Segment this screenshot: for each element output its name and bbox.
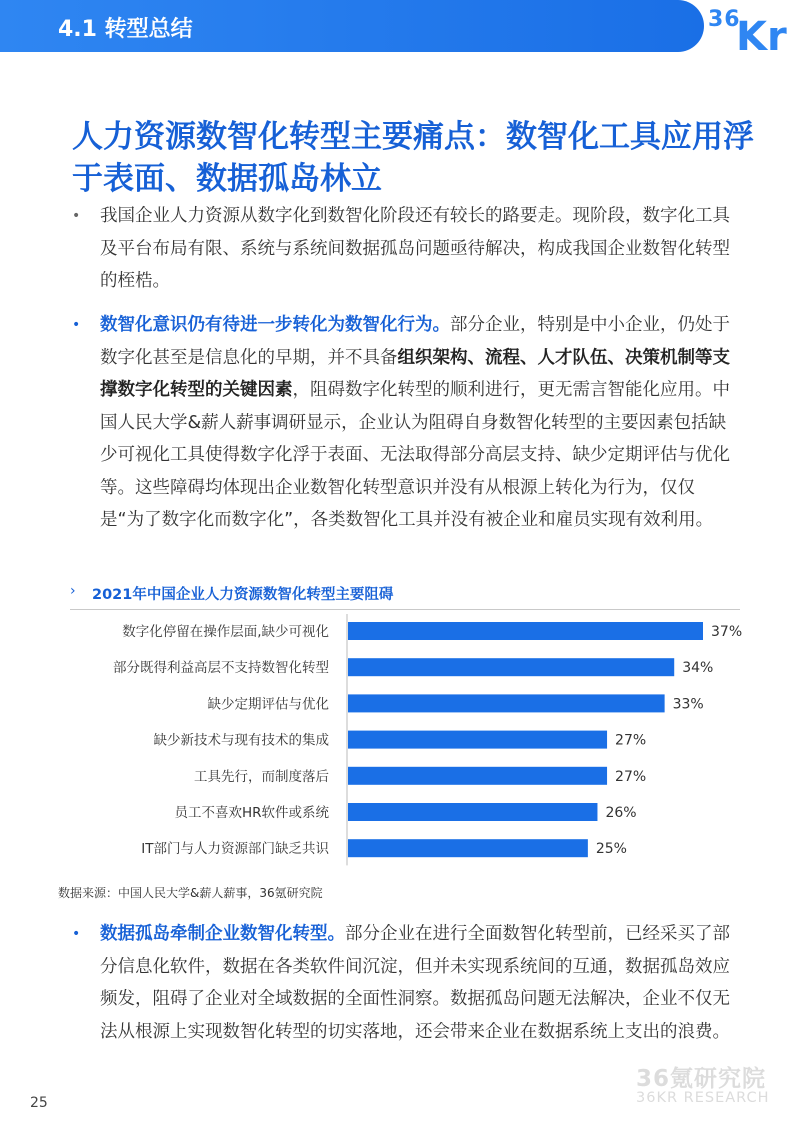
svg-text:Kr: Kr (736, 14, 787, 52)
page-number: 25 (30, 1095, 48, 1111)
value-label: 33% (672, 696, 704, 713)
bullet-lead: 数智化意识仍有待进一步转化为数智化行为。 (100, 315, 450, 335)
value-label: 25% (595, 841, 627, 858)
watermark-subtitle: 36KR RESEARCH (636, 1090, 770, 1106)
bar (348, 622, 703, 640)
bar (348, 767, 607, 785)
bar (348, 803, 597, 821)
bar (348, 694, 665, 712)
bullet-emphasis: 组织架构、流程、人才队伍、决策机制等支撑数字化转型的关键因素 (100, 347, 730, 400)
category-label: 缺少新技术与现有技术的集成 (153, 732, 329, 749)
bullet-text (100, 309, 732, 537)
bar (348, 839, 588, 857)
chevron-right-icon: › (70, 583, 76, 599)
value-label: 26% (605, 805, 637, 821)
category-label: 缺少定期评估与优化 (207, 696, 329, 713)
bar (348, 658, 674, 676)
bullet-body: 部分企业，特别是中小企业，仍处于数字化甚至是信息化的早期，并不具备 (100, 315, 730, 368)
category-label: 员工不喜欢HR软件或系统 (174, 805, 329, 821)
bar (348, 731, 607, 749)
value-label: 27% (615, 732, 647, 749)
bullet-lead: 数据孤岛牵制企业数智化转型。 (100, 924, 345, 944)
category-label: 部分既得利益高层不支持数智化转型 (113, 660, 329, 677)
value-label: 27% (615, 768, 647, 785)
bullet-paragraph-2 (72, 309, 732, 537)
bullet-body: ，阻碍数字化转型的顺利进行，更无需言智能化应用。中国人民大学&薪人薪事调研显示，企业认为阻碍自身数智化转型的主要因素包括缺少可视化工具使得数字化浮于表面、无法取得部分高层支持、缺少定期评估与优化等。这些障碍均体现出企业数智化转型意识并没有从根源上转化为行为，仅仅是“为了数字化而数字化”，各类数智化工具并没有被企业和雇员实现有效利用。 (100, 380, 730, 530)
chart-title: 2021年中国企业人力资源数智化转型主要阻碍 (92, 587, 394, 603)
value-label: 34% (682, 660, 714, 677)
bullet-body: 部分企业在进行全面数智化转型前，已经采买了部分信息化软件，数据在各类软件间沉淀，但并未实现系统间的互通，数据孤岛效应频发，阻碍了企业对全域数据的全面性洞察。数据孤岛问题无法解决，企业不仅无法从根源上实现数智化转型的切实落地，还会带来企业在数据系统上支出的浪费。 (100, 924, 730, 1042)
bar-chart (0, 612, 794, 872)
watermark-title: 36氪研究院 (636, 1066, 767, 1092)
bullet-text: 我国企业人力资源从数字化到数智化阶段还有较长的路要走。现阶段，数字化工具及平台布局有限、系统与系统间数据孤岛问题亟待解决，构成我国企业数智化转型的桎梏。 (100, 206, 730, 291)
section-title: 4.1 转型总结 (58, 17, 193, 42)
bullet-paragraph-1 (72, 200, 732, 298)
category-label: 工具先行，而制度落后 (194, 768, 329, 785)
data-source: 数据来源：中国人民大学&薪人薪事，36氪研究院 (58, 886, 323, 900)
value-label: 37% (711, 624, 743, 640)
bullet-paragraph-3 (72, 918, 732, 1048)
bullet-text (100, 918, 732, 1048)
bullet-dot-icon: • (72, 317, 81, 333)
category-label: 数字化停留在操作层面,缺少可视化 (122, 624, 329, 640)
36kr-logo (706, 0, 794, 52)
chart-header (70, 581, 740, 610)
bullet-dot-icon: • (72, 208, 81, 224)
page-headline: 人力资源数智化转型主要痛点：数智化工具应用浮于表面、数据孤岛林立 (72, 119, 754, 197)
svg-text:36: 36 (708, 7, 741, 32)
category-label: IT部门与人力资源部门缺乏共识 (141, 841, 329, 858)
bullet-dot-icon: • (72, 926, 81, 942)
